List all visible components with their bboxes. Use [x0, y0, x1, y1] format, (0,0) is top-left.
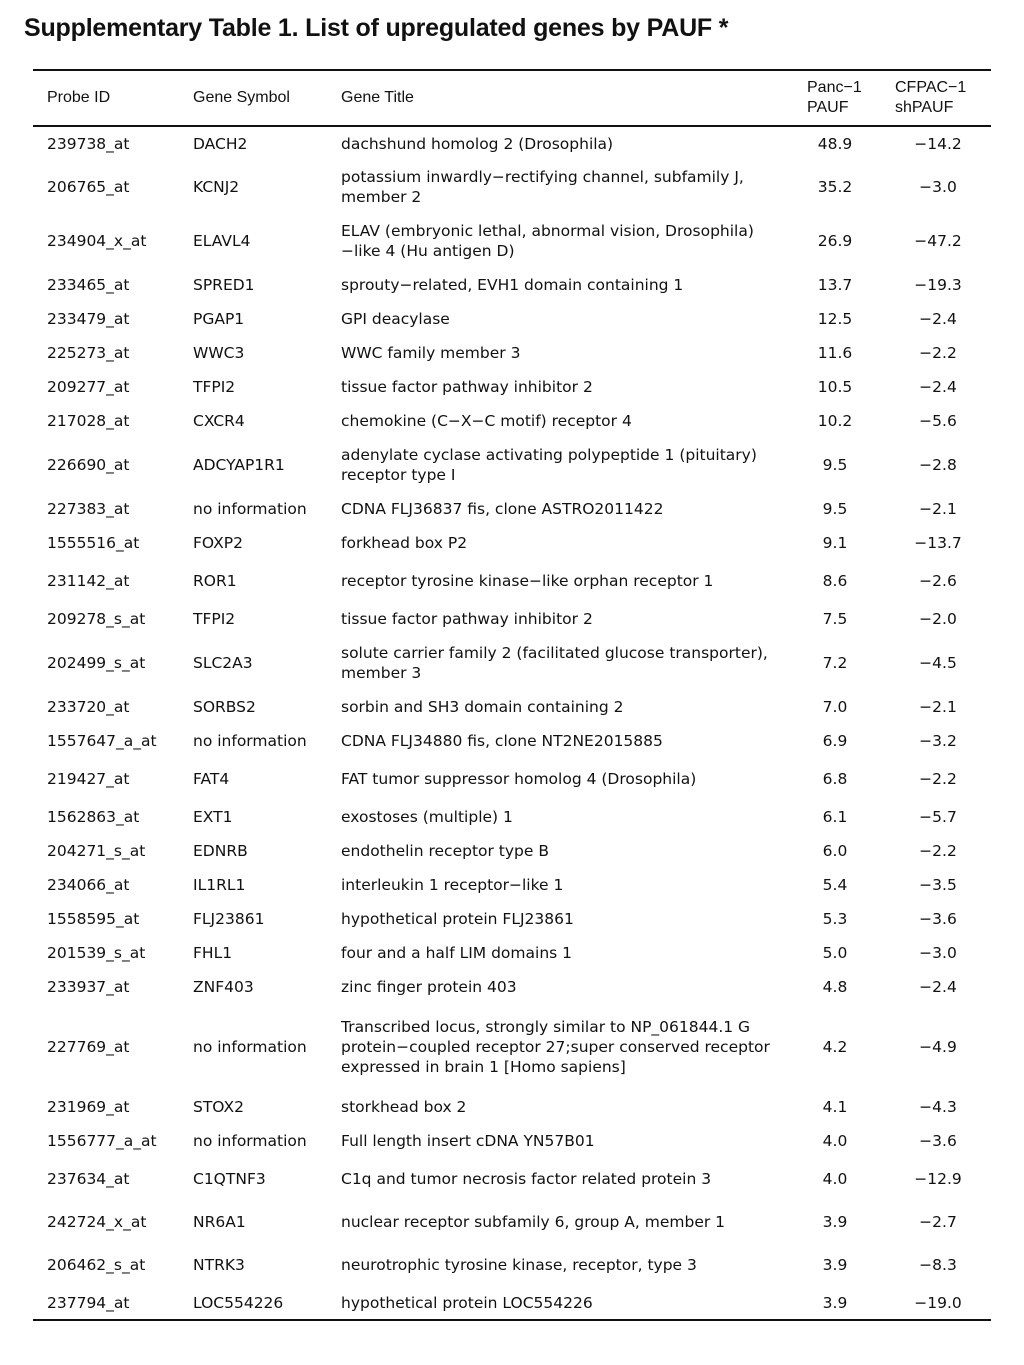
cell-probe-id: 233720_at: [47, 698, 130, 716]
table-row: [33, 970, 991, 1004]
cell-gene-symbol: C1QTNF3: [193, 1170, 266, 1188]
cell-gene-symbol: FHL1: [193, 944, 233, 962]
cell-gene-symbol: FOXP2: [193, 534, 243, 552]
cell-cfpac1-shpauf: −3.2: [919, 732, 957, 750]
cell-cfpac1-shpauf: −13.7: [914, 534, 962, 552]
cell-probe-id: 242724_x_at: [47, 1212, 147, 1231]
header-panc1-line2: PAUF: [807, 99, 849, 116]
table-row: [33, 560, 991, 602]
table-row: [33, 404, 991, 438]
cell-gene-title: CDNA FLJ34880 fis, clone NT2NE2015885: [341, 732, 663, 750]
table-row: [33, 1158, 991, 1200]
cell-panc1-pauf: 12.5: [817, 310, 853, 328]
cell-gene-symbol: SORBS2: [193, 698, 256, 716]
cell-gene-symbol: ELAVL4: [193, 232, 251, 250]
cell-gene-title: GPI deacylase: [341, 310, 450, 328]
cell-probe-id: 239738_at: [47, 134, 130, 153]
cell-panc1-pauf: 3.9: [785, 1286, 885, 1320]
cell-probe-id: 1562863_at: [47, 808, 140, 826]
cell-panc1-pauf: 4.2: [822, 1038, 848, 1056]
cell-gene-symbol: EDNRB: [193, 842, 248, 860]
cell-cfpac1-shpauf: −2.1: [919, 698, 957, 716]
cell-gene-title: Transcribed locus, strongly similar to NP_061844.1 G protein−coupled receptor 27;super conserved receptor expressed in brain 1 [Homo sapiens]: [341, 1018, 770, 1076]
cell-gene-symbol: EXT1: [193, 808, 233, 826]
cell-panc1-pauf: 5.3: [822, 910, 848, 928]
cell-cfpac1-shpauf: −3.0: [919, 944, 957, 962]
cell-panc1-pauf: 5.4: [822, 876, 848, 894]
cell-probe-id: 206462_s_at: [47, 1255, 146, 1274]
cell-gene-title: four and a half LIM domains 1: [341, 944, 573, 962]
cell-panc1-pauf: 26.9: [817, 232, 853, 250]
cell-gene-title: tissue factor pathway inhibitor 2: [341, 610, 593, 628]
cell-gene-symbol: TFPI2: [193, 378, 236, 396]
header-panc1-pauf: [785, 70, 885, 126]
cell-gene-title: FAT tumor suppressor homolog 4 (Drosophila): [341, 770, 697, 788]
cell-panc1-pauf: 5.0: [822, 944, 848, 962]
table-body: [33, 126, 991, 1320]
cell-probe-id: 1556777_a_at: [47, 1132, 157, 1150]
cell-gene-title: receptor tyrosine kinase−like orphan receptor 1: [341, 572, 714, 590]
table-row: [33, 636, 991, 690]
table-row: [33, 336, 991, 370]
cell-gene-symbol: PGAP1: [193, 310, 245, 328]
cell-gene-title: tissue factor pathway inhibitor 2: [341, 378, 593, 396]
cell-cfpac1-shpauf: −2.8: [919, 456, 957, 474]
cell-probe-id: 201539_s_at: [47, 944, 146, 962]
cell-gene-symbol: no information: [193, 500, 307, 518]
table-row: [33, 1200, 991, 1243]
header-cfpac1-line2: shPAUF: [895, 99, 954, 116]
cell-gene-symbol: KCNJ2: [193, 178, 240, 196]
cell-gene-title: storkhead box 2: [341, 1098, 467, 1116]
table-row: [33, 834, 991, 868]
header-gene-title: Gene Title: [327, 70, 785, 126]
cell-gene-title: exostoses (multiple) 1: [341, 808, 513, 826]
table-row: [33, 160, 991, 214]
cell-probe-id: 209277_at: [47, 378, 130, 396]
table-row: [33, 214, 991, 268]
table-row: [33, 758, 991, 800]
cell-panc1-pauf: 7.0: [822, 698, 848, 716]
cell-gene-title: hypothetical protein FLJ23861: [341, 910, 574, 928]
cell-probe-id: 233937_at: [47, 978, 130, 996]
table-row: [33, 526, 991, 560]
table-row: [33, 868, 991, 902]
cell-probe-id: 227769_at: [47, 1038, 130, 1056]
header-probe-id: Probe ID: [33, 70, 179, 126]
cell-probe-id: 217028_at: [47, 412, 130, 430]
cell-gene-symbol: ZNF403: [193, 978, 254, 996]
cell-cfpac1-shpauf: −2.2: [919, 344, 957, 362]
cell-gene-symbol: DACH2: [193, 134, 248, 153]
table-row: [33, 902, 991, 936]
cell-gene-symbol: TFPI2: [193, 610, 236, 628]
cell-cfpac1-shpauf: −2.4: [919, 378, 957, 396]
cell-cfpac1-shpauf: −8.3: [919, 1255, 957, 1274]
page-title: Supplementary Table 1. List of upregulated genes by PAUF *: [24, 14, 729, 42]
cell-gene-symbol: no information: [193, 732, 307, 750]
cell-cfpac1-shpauf: −4.9: [919, 1038, 957, 1056]
table-row: [33, 126, 991, 160]
cell-gene-symbol: no information: [193, 1038, 307, 1056]
cell-probe-id: 206765_at: [47, 178, 130, 196]
cell-gene-symbol: ROR1: [193, 572, 237, 590]
cell-gene-symbol: FAT4: [193, 770, 230, 788]
table-row: [33, 1004, 991, 1090]
cell-gene-symbol: SLC2A3: [193, 654, 253, 672]
cell-gene-title: dachshund homolog 2 (Drosophila): [341, 134, 614, 153]
cell-gene-symbol: NR6A1: [193, 1212, 246, 1231]
table-row: [33, 936, 991, 970]
table-row: [33, 724, 991, 758]
header-row: [33, 70, 991, 126]
table-row: [33, 1124, 991, 1158]
cell-cfpac1-shpauf: −5.6: [919, 412, 957, 430]
cell-panc1-pauf: 6.0: [822, 842, 848, 860]
cell-gene-title: potassium inwardly−rectifying channel, subfamily J, member 2: [341, 168, 744, 206]
cell-cfpac1-shpauf: −2.4: [919, 978, 957, 996]
cell-gene-title: endothelin receptor type B: [341, 842, 549, 860]
cell-gene-title: hypothetical protein LOC554226: [327, 1286, 785, 1320]
header-gene-symbol: Gene Symbol: [179, 70, 327, 126]
cell-probe-id: 1558595_at: [47, 910, 140, 928]
cell-gene-title: ELAV (embryonic lethal, abnormal vision, Drosophila)−like 4 (Hu antigen D): [341, 222, 754, 260]
cell-cfpac1-shpauf: −3.6: [919, 910, 957, 928]
cell-panc1-pauf: 7.2: [822, 654, 848, 672]
cell-probe-id: 209278_s_at: [47, 610, 146, 628]
cell-probe-id: 227383_at: [47, 500, 130, 518]
header-cfpac1-shpauf: [885, 70, 991, 126]
cell-gene-title: adenylate cyclase activating polypeptide 1 (pituitary) receptor type I: [341, 446, 757, 484]
cell-cfpac1-shpauf: −2.2: [919, 842, 957, 860]
cell-panc1-pauf: 35.2: [817, 178, 853, 196]
cell-panc1-pauf: 3.9: [822, 1255, 848, 1274]
cell-panc1-pauf: 7.5: [822, 610, 848, 628]
cell-cfpac1-shpauf: −5.7: [919, 808, 957, 826]
cell-gene-title: zinc finger protein 403: [341, 978, 517, 996]
cell-cfpac1-shpauf: −4.3: [919, 1098, 957, 1116]
cell-panc1-pauf: 3.9: [822, 1212, 848, 1231]
cell-probe-id: 219427_at: [47, 770, 130, 788]
cell-cfpac1-shpauf: −19.0: [885, 1286, 991, 1320]
cell-probe-id: 237794_at: [33, 1286, 179, 1320]
cell-gene-title: solute carrier family 2 (facilitated glucose transporter), member 3: [341, 644, 768, 682]
cell-gene-title: forkhead box P2: [341, 534, 468, 552]
cell-cfpac1-shpauf: −2.4: [919, 310, 957, 328]
cell-panc1-pauf: 6.8: [822, 770, 848, 788]
cell-cfpac1-shpauf: −2.1: [919, 500, 957, 518]
table-row: [33, 268, 991, 302]
cell-cfpac1-shpauf: −2.2: [919, 770, 957, 788]
header-cfpac1-line1: CFPAC−1: [895, 79, 967, 96]
cell-gene-title: interleukin 1 receptor−like 1: [341, 876, 564, 894]
cell-panc1-pauf: 6.1: [822, 808, 848, 826]
cell-panc1-pauf: 9.5: [822, 456, 848, 474]
cell-panc1-pauf: 4.0: [822, 1170, 848, 1188]
cell-probe-id: 237634_at: [47, 1170, 130, 1188]
cell-probe-id: 231969_at: [47, 1098, 130, 1116]
cell-gene-title: sorbin and SH3 domain containing 2: [341, 698, 624, 716]
cell-gene-title: neurotrophic tyrosine kinase, receptor, type 3: [341, 1255, 697, 1274]
cell-panc1-pauf: 4.8: [822, 978, 848, 996]
cell-panc1-pauf: 4.1: [822, 1098, 848, 1116]
cell-probe-id: 1555516_at: [47, 534, 140, 552]
cell-panc1-pauf: 8.6: [822, 572, 848, 590]
cell-probe-id: 226690_at: [47, 456, 130, 474]
cell-cfpac1-shpauf: −2.6: [919, 572, 957, 590]
cell-probe-id: 225273_at: [47, 344, 130, 362]
cell-cfpac1-shpauf: −3.6: [919, 1132, 957, 1150]
cell-gene-symbol: IL1RL1: [193, 876, 246, 894]
cell-panc1-pauf: 4.0: [822, 1132, 848, 1150]
cell-cfpac1-shpauf: −2.0: [919, 610, 957, 628]
table-row: [33, 302, 991, 336]
table-row: [33, 1090, 991, 1124]
cell-probe-id: 233465_at: [47, 276, 130, 294]
table-row: [33, 690, 991, 724]
table-row: [33, 438, 991, 492]
cell-probe-id: 202499_s_at: [47, 654, 146, 672]
cell-panc1-pauf: 13.7: [817, 276, 853, 294]
gene-table: [33, 69, 991, 1321]
cell-gene-symbol: LOC554226: [179, 1286, 327, 1320]
cell-cfpac1-shpauf: −47.2: [914, 232, 962, 250]
cell-panc1-pauf: 10.2: [817, 412, 853, 430]
cell-cfpac1-shpauf: −14.2: [914, 134, 962, 153]
cell-panc1-pauf: 9.5: [822, 500, 848, 518]
cell-gene-title: nuclear receptor subfamily 6, group A, member 1: [341, 1212, 726, 1231]
table-row: [33, 492, 991, 526]
cell-gene-symbol: STOX2: [193, 1098, 244, 1116]
table-row: [33, 1286, 991, 1320]
cell-gene-title: chemokine (C−X−C motif) receptor 4: [341, 412, 632, 430]
cell-gene-symbol: ADCYAP1R1: [193, 456, 285, 474]
cell-panc1-pauf: 9.1: [822, 534, 848, 552]
cell-probe-id: 1557647_a_at: [47, 732, 157, 750]
cell-panc1-pauf: 10.5: [817, 378, 853, 396]
cell-probe-id: 234066_at: [47, 876, 130, 894]
cell-gene-symbol: CXCR4: [193, 412, 245, 430]
cell-gene-title: Full length insert cDNA YN57B01: [341, 1132, 595, 1150]
header-panc1-line1: Panc−1: [807, 79, 862, 96]
cell-probe-id: 204271_s_at: [47, 842, 146, 860]
cell-gene-symbol: NTRK3: [193, 1255, 245, 1274]
cell-cfpac1-shpauf: −2.7: [919, 1212, 957, 1231]
cell-cfpac1-shpauf: −12.9: [914, 1170, 962, 1188]
cell-gene-title: C1q and tumor necrosis factor related protein 3: [341, 1170, 712, 1188]
cell-gene-title: sprouty−related, EVH1 domain containing 1: [341, 276, 684, 294]
table-row: [33, 800, 991, 834]
cell-panc1-pauf: 48.9: [817, 134, 853, 153]
cell-probe-id: 233479_at: [47, 310, 130, 328]
cell-gene-symbol: FLJ23861: [193, 910, 265, 928]
cell-gene-title: WWC family member 3: [341, 344, 521, 362]
table-row: [33, 602, 991, 636]
cell-panc1-pauf: 6.9: [822, 732, 848, 750]
cell-gene-symbol: no information: [193, 1132, 307, 1150]
cell-gene-title: CDNA FLJ36837 fis, clone ASTRO2011422: [341, 500, 664, 518]
cell-probe-id: 231142_at: [47, 572, 130, 590]
cell-gene-symbol: WWC3: [193, 344, 245, 362]
table-row: [33, 370, 991, 404]
cell-cfpac1-shpauf: −4.5: [919, 654, 957, 672]
cell-gene-symbol: SPRED1: [193, 276, 255, 294]
cell-cfpac1-shpauf: −19.3: [914, 276, 962, 294]
table-row: [33, 1243, 991, 1286]
cell-panc1-pauf: 11.6: [817, 344, 853, 362]
cell-cfpac1-shpauf: −3.0: [919, 178, 957, 196]
cell-cfpac1-shpauf: −3.5: [919, 876, 957, 894]
cell-probe-id: 234904_x_at: [47, 232, 147, 250]
